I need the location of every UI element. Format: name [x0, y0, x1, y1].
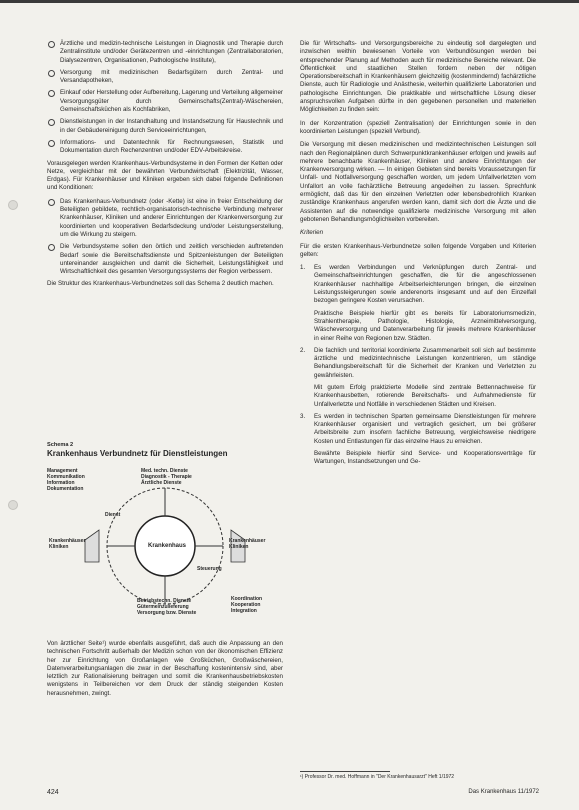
circle-bullet-icon — [48, 119, 55, 126]
hospitals-left-label: Krankenhäuser Kliniken — [49, 538, 86, 550]
list-item: Versorgung mit medizinischen Bedarfsgütern durch Zentral- und Versandapotheken, — [47, 69, 283, 86]
list-item: Ärztliche und medizin-technische Leistungen in Diagnostik und Therapie durch Zentralinstitute und/oder Gerätezentren und -einrichtungen (Zentrallaboratorien, Dialysezentren, Organisationen, Pathologische Institute), — [47, 40, 283, 65]
list-item: 3. Es werden in technischen Sparten gemeinsame Dienstleistungen für mehrere Krankenhäuser organisiert und vertraglich gesichert, um bei größerer Arbeitsbreite zum insofern fachliche Betreuung, vergleichsweise niedrigere Kosten und Entlastungen für das einzelne Haus zu erreichen. Bewährte Beispiele hierfür sind Service- und Kooperationsverträge für Wartungen, Instandsetzungen und Ge- — [300, 412, 536, 466]
body-paragraph: Die Struktur des Krankenhaus-Verbundnetzes soll das Schema 2 deutlich machen. — [47, 280, 274, 288]
circle-bullet-icon — [48, 199, 55, 206]
criteria-list — [300, 264, 536, 467]
right-column — [300, 40, 536, 471]
body-paragraph: Für die ersten Krankenhaus-Verbundnetze sollen folgende Vorgaben und Kriterien gelten: — [300, 242, 536, 258]
circle-bullet-icon — [48, 90, 55, 97]
coordination-labels: Koordination Kooperation Integration — [231, 596, 263, 614]
circle-bullet-icon — [48, 41, 55, 48]
dienst-label: Dienst — [105, 512, 121, 518]
list-item: Dienstleistungen in der Instandhaltung und Instandsetzung für Haustechnik und in der Gebäudereinigung durch Serviceeinrichtungen, — [47, 118, 283, 135]
figure-title: Krankenhaus Verbundnetz für Dienstleistungen — [47, 449, 228, 458]
list-item: Die Verbundsysteme sollen den örtlich und zeitlich verschieden auftretenden Bedarf sowie die Bereitschaftsdienste und Spitzenleistungen der Beteiligten untereinander ausgleichen und damit die Sicherheit, Leistungsfähigkeit und Wirtschaftlichkeit des gesamten Versorgungssystems der Region verbessern. — [47, 243, 283, 276]
left-column — [47, 40, 283, 294]
footnote: ¹) Professor Dr. med. Hoffmann in "Der Krankenhausarzt" Heft 1/1972 — [300, 774, 455, 780]
footnote-rule — [300, 771, 390, 772]
binder-hole — [8, 200, 18, 210]
item-number: 3. — [300, 412, 306, 420]
steuerung-label: Steuerung — [197, 566, 222, 572]
page-number: 424 — [47, 789, 59, 796]
body-paragraph: Von ärztlicher Seite¹) wurde ebenfalls ausgeführt, daß auch die Anpassung an den technischen Fortschritt außerhalb der Medizin schon von der ökonomischen Effizienz her zur Einrichtung von Großanlagen wie Großküchen, Großwäschereien, Datenverarbeitungsanlagen die zwar in der Beschaffung kostenintensiv sind, aber letztlich zur Rationalisierung beitragen und somit die Krankenhausbetriebskosten wenigstens in Teilbereichen vor dem Druck der ständig steigenden Kosten herausnehmen, zwingt. — [47, 640, 283, 697]
item-number: 1. — [300, 264, 306, 272]
center-label: Krankenhaus — [147, 543, 186, 549]
service-list — [47, 40, 283, 156]
body-paragraph: Die für Wirtschafts- und Versorgungsbereiche zu eindeutig soll dargelegten und inzwischen weithin bewiesenen Vorteile von Verbundlösungen werden bei entsprechender Planung auf Methoden auch für medizinische Bereiche relevant. Die Öffentlichkeit und staatlichen Stellen fordern neben der nötigen Operationsbereitschaft in Krankenhäusern gleichzeitig (kostenmindernd) fachärztliche Dienste, auch für Radiologie und Anästhesie, weiterhin qualifizierte Laboratorien und pathologische Einrichtungen. Die praktikable und wirtschaftliche Lösung dieser anspruchsvollen Aufgaben dürfte in den gegebenen personellen und materiellen Möglichkeiten zu finden sein: — [300, 40, 536, 114]
technical-services-labels: Betriebstechn. Dienste Gütermeinzulieferung Versorgung bzw. Dienste — [137, 598, 197, 616]
management-labels: Management Kommunikation Information Dokumentation — [47, 468, 85, 492]
body-paragraph: In der Konzentration (speziell Zentralisation) der Einrichtungen sowie in den koordinierten Leistungen (speziell Verbund). — [300, 119, 536, 135]
medical-services-labels: Med. techn. Dienste Diagnostik - Therapie Ärztliche Dienste — [141, 468, 192, 486]
list-item: 1. Es werden Verbindungen und Verknüpfungen durch Zentral- und Gemeinschaftseinrichtungen geschaffen, die für die angeschlossenen Krankenhäuser nachhaltige Arbeitserleichterungen bringen, die einzelnen Leistungssteigerungen sowie anderenorts insgesamt und auf den Einzelfall bezogen geringere Kosten verursachen. Praktische Beispiele hierfür gibt es bereits für Laboratoriumsmedizin, Strahlentherapie, Pathologie, Histologie, Arzneimittelversorgung, Wäscheversorgung und Datenverarbeitung für jeweils mehrere Krankenhäuser in einer Reihe von Regionen bzw. Städten. — [300, 264, 536, 342]
list-item: 2. Die fachlich und territorial koordinierte Zusammenarbeit soll sich auf bestimmte ärztliche und medizintechnische Leistungen konzentrieren, um ständige Behandlungsbereitschaft für die Sicherheit der Kranken und Verletzten zu gewährleisten. Mit gutem Erfolg praktizierte Modelle sind zentrale Bettennachweise für Krankenhausbetten, rotierende Bereitschafts- und Aufnahmedienste für Unfallverletzte und Notfälle in verschiedenen Städten und Kreisen. — [300, 346, 536, 408]
hospitals-right-label: Krankenhäuser Kliniken — [229, 538, 266, 550]
circle-bullet-icon — [48, 140, 55, 147]
list-item: Informations- und Datentechnik für Rechnungswesen, Statistik und Dokumentation durch Rechenzentren und/oder EDV-Arbeitskreise. — [47, 139, 283, 156]
top-border — [0, 0, 579, 3]
circle-bullet-icon — [48, 244, 55, 251]
section-heading: Kriterien — [300, 229, 324, 237]
list-item: Einkauf oder Herstellung oder Aufbereitung, Lagerung und Verteilung allgemeiner Versorgungsgüter durch Gemeinschafts(Zentral)-Wäschereien, Gemeinschaftsküchen als Kochfabriken, — [47, 89, 283, 114]
item-number: 2. — [300, 346, 306, 354]
binder-hole — [8, 500, 18, 510]
list-item: Das Krankenhaus-Verbundnetz (oder -Kette) ist eine in freier Entscheidung der Beteiligten gebildete, rechtlich-organisatorisch-technische Verbindung mehrerer Krankenhäuser, Kliniken und anderer Einrichtungen der Krankenversorgung zur koordinierten und kooperativen Bedarfsdeckung und/oder Leistungserstellung, um die Wirkung zu steigern. — [47, 198, 283, 239]
figure-label: Schema 2 — [47, 442, 74, 448]
definition-list — [47, 198, 283, 277]
schema-figure — [47, 442, 283, 632]
journal-reference: Das Krankenhaus 11/1972 — [468, 789, 539, 795]
body-paragraph: Vorausgelegen werden Krankenhaus-Verbundsysteme in den Formen der Ketten oder Netze, vergleichbar mit der bewährten Verbundwirtschaft (Elektrizität, Wasser, Erdgas). Für Krankenhäuser und Kliniken ergeben sich dabei folgende Definitionen und Konditionen: — [47, 159, 283, 192]
circle-bullet-icon — [48, 70, 55, 77]
body-paragraph: Die Versorgung mit diesen medizinischen und medizintechnischen Leistungen soll nach den Regionalplänen durch Schwerpunktkrankenhäuser erfolgen und jeweils auf mehrere benachbarte Krankenhäuser, Kliniken und andere Einrichtungen der Krankenversorgung wirken. — In einigen Gebieten sind bereits Voraussetzungen für Unfall- und Notfallversorgung geschaffen worden, um jedem Unfallverletzten vom Unfallort an volle fachärztliche Betreuung angedeihen zu lassen. Sprechfunk ermöglicht, daß das für den einzelnen Verletzten oder lebensbedrohlich Kranken zuständige Krankenhaus angerufen werden kann, damit sich dort die Ärzte und die Assistenten auf die notwendige qualifizierte medizinische Versorgung mit allen gebotenen Behandlungsmöglichkeiten vorbereiten. — [300, 141, 536, 223]
left-column-bottom — [47, 640, 283, 703]
